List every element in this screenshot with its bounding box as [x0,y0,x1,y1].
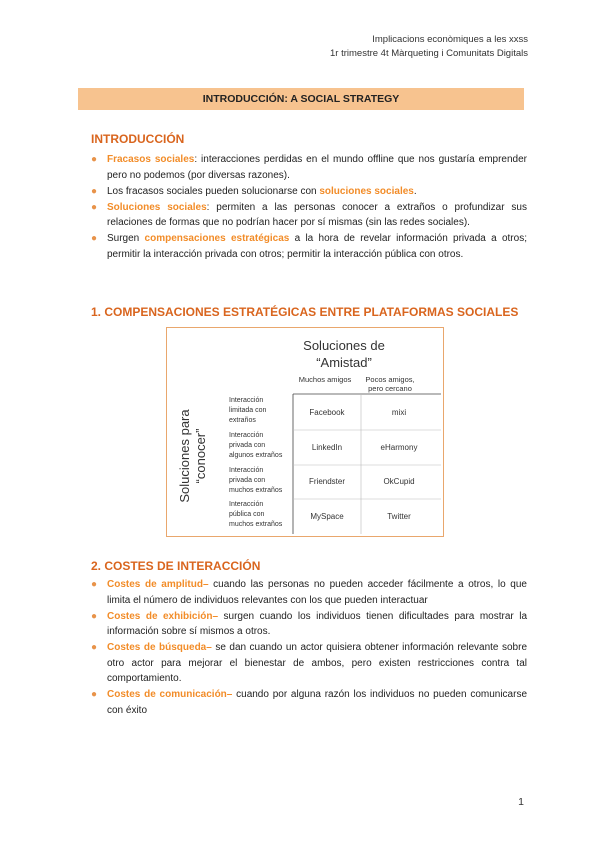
matrix-cell: Twitter [387,512,411,521]
row-label: Interacción [229,432,264,439]
bullet-icon: ● [91,154,98,165]
matrix-row [229,432,417,459]
list-item: ● Costes de amplitud– cuando las personas no pueden acceder fácilmente a otros, lo que limita el número de individuos relevantes con los que pueden interactuar [91,579,527,606]
intro-heading: INTRODUCCIÓN [91,132,185,146]
row-title-line1: Soluciones para [177,409,192,503]
matrix-cell: eHarmony [380,443,418,452]
list-item: ● Soluciones sociales: permiten a las personas conocer a extraños o profundizar sus relaciones de formas que no podrían hacer por sí mismas (sin las redes sociales). [91,201,527,228]
list-item: ● Costes de comunicación– cuando por alguna razón los individuos no pueden comunicarse con éxito [91,689,528,716]
list-item: ● Fracasos sociales: interacciones perdidas en el mundo offline que nos gustaría emprender pero no podemos (por diversas razones). [91,154,527,181]
bullet-icon: ● [91,642,98,653]
section1-heading: 1. COMPENSACIONES ESTRATÉGICAS ENTRE PLATAFORMAS SOCIALES [91,305,519,319]
bullet-icon: ● [91,579,98,590]
matrix-cell: LinkedIn [311,443,343,452]
matrix-cell: Facebook [309,408,345,417]
intro-list [91,152,527,263]
row-label: algunos extraños [229,452,283,459]
matrix-cell: MySpace [310,512,344,521]
page-number: 1 [518,796,524,808]
running-header [330,33,528,61]
row-label: extraños [229,417,256,424]
bullet-icon: ● [91,610,98,622]
col-title-line2: “Amistad” [316,355,372,370]
row-title-line2: “conocer” [193,428,208,484]
row-label: Interacción [229,397,264,404]
bullet-icon: ● [91,201,98,213]
list-item: ● Los fracasos sociales pueden solucionarse con soluciones sociales. [91,184,527,200]
row-label: pública con [229,511,265,518]
matrix-cell: Friendster [308,477,346,486]
col-title-line1: Soluciones de [303,338,385,353]
list-item: ● Costes de exhibición– surgen cuando los individuos tienen dificultades para mostrar la información sobre sí mismos a otros. [91,610,528,637]
matrix-row [229,467,415,494]
bullet-icon: ● [91,689,98,700]
row-label: muchos extraños [229,487,283,494]
row-label: privada con [229,442,266,449]
list-item: ● Costes de búsqueda– se dan cuando un actor quisiera obtener información relevante sobre otro actor para mejorar el bienestar de ambos, pero existen restricciones contra tal comportamiento. [91,642,528,684]
bullet-icon: ● [91,185,98,197]
section-banner: INTRODUCCIÓN: A SOCIAL STRATEGY [78,88,524,110]
matrix-cell: OkCupid [383,477,415,486]
matrix-cell: mixi [391,408,407,417]
matrix-row [229,501,411,528]
matrix-row [229,397,406,424]
header-line-2: 1r trimestre 4t Màrqueting i Comunitats Digitals [330,48,528,59]
strategy-matrix [167,328,443,536]
list-item: ● Surgen compensaciones estratégicas a la hora de revelar información privada a otros; permitir la interacción privada con otros; permitir la interacción pública con otros. [91,233,527,260]
col-header-2b: pero cercano [368,384,412,393]
section2-heading: 2. COSTES DE INTERACCIÓN [91,559,261,573]
row-label: muchos extraños [229,521,283,528]
bullet-icon: ● [91,233,98,244]
costs-list [91,577,527,719]
row-label: Interacción [229,467,264,474]
col-header-1: Muchos amigos [298,375,352,384]
col-header-2a: Pocos amigos, [365,375,415,384]
strategy-matrix-figure [166,327,444,537]
header-line-1: Implicacions econòmiques a les xxss [372,34,528,45]
row-label: privada con [229,477,266,484]
row-label: Interacción [229,501,264,508]
row-title [177,409,208,503]
row-label: limitada con [229,407,267,414]
